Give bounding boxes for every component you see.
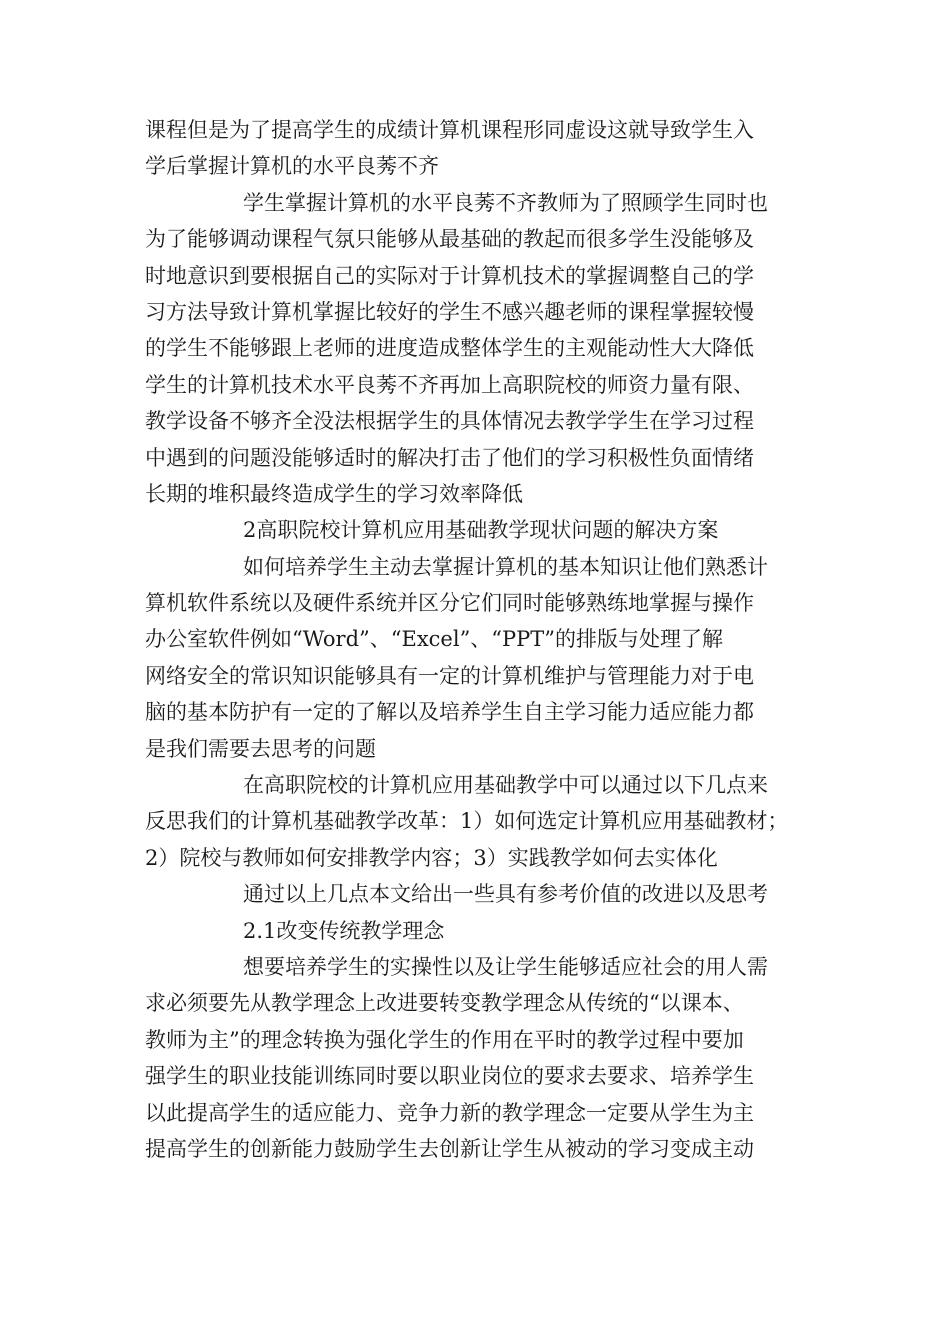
text-line: 以此提高学生的适应能力、竞争力新的教学理念一定要从学生为主 <box>145 1100 754 1125</box>
text-line: 学后掌握计算机的水平良莠不齐 <box>145 154 439 179</box>
text-line: 中遇到的问题没能够适时的解决打击了他们的学习积极性负面情绪 <box>145 445 754 470</box>
text-line: 学生的计算机技术水平良莠不齐再加上高职院校的师资力量有限、 <box>145 372 754 397</box>
text-line: 时地意识到要根据自己的实际对于计算机技术的掌握调整自己的学 <box>145 263 754 288</box>
text-line: 教师为主”的理念转换为强化学生的作用在平时的教学过程中要加 <box>145 1027 744 1052</box>
text-line: 教学设备不够齐全没法根据学生的具体情况去教学学生在学习过程 <box>145 409 754 434</box>
text-line: 在高职院校的计算机应用基础教学中可以通过以下几点来 <box>243 773 768 798</box>
text-line: 提高学生的创新能力鼓励学生去创新让学生从被动的学习变成主动 <box>145 1136 754 1161</box>
text-line: 强学生的职业技能训练同时要以职业岗位的要求去要求、培养学生 <box>145 1064 754 1089</box>
text-line: 求必须要先从教学理念上改进要转变教学理念从传统的“以课本、 <box>145 991 744 1016</box>
text-line: 2）院校与教师如何安排教学内容；3）实践教学如何去实体化 <box>145 845 718 870</box>
text-line: 为了能够调动课程气氛只能够从最基础的教起而很多学生没能够及 <box>145 227 754 252</box>
text-line: 长期的堆积最终造成学生的学习效率降低 <box>145 481 523 506</box>
text-line: 是我们需要去思考的问题 <box>145 736 376 761</box>
text-line: 2.1改变传统教学理念 <box>243 918 445 943</box>
text-line: 习方法导致计算机掌握比较好的学生不感兴趣老师的课程掌握较慢 <box>145 299 754 324</box>
text-line: 想要培养学生的实操性以及让学生能够适应社会的用人需 <box>243 954 768 979</box>
text-line: 反思我们的计算机基础教学改革：1）如何选定计算机应用基础教材； <box>145 809 789 834</box>
text-line: 2高职院校计算机应用基础教学现状问题的解决方案 <box>243 518 719 543</box>
text-line: 学生掌握计算机的水平良莠不齐教师为了照顾学生同时也 <box>243 190 768 215</box>
text-line: 脑的基本防护有一定的了解以及培养学生自主学习能力适应能力都 <box>145 700 754 725</box>
text-line: 网络安全的常识知识能够具有一定的计算机维护与管理能力对于电 <box>145 663 754 688</box>
document-body <box>145 112 815 1167</box>
text-line: 的学生不能够跟上老师的进度造成整体学生的主观能动性大大降低 <box>145 336 754 361</box>
text-line: 算机软件系统以及硬件系统并区分它们同时能够熟练地掌握与操作 <box>145 591 754 616</box>
text-line: 如何培养学生主动去掌握计算机的基本知识让他们熟悉计 <box>243 554 768 579</box>
text-line: 课程但是为了提高学生的成绩计算机课程形同虚设这就导致学生入 <box>145 118 754 142</box>
text-line: 办公室软件例如“Word”、“Excel”、“PPT”的排版与处理了解 <box>145 627 724 652</box>
text-line: 通过以上几点本文给出一些具有参考价值的改进以及思考 <box>243 882 768 907</box>
